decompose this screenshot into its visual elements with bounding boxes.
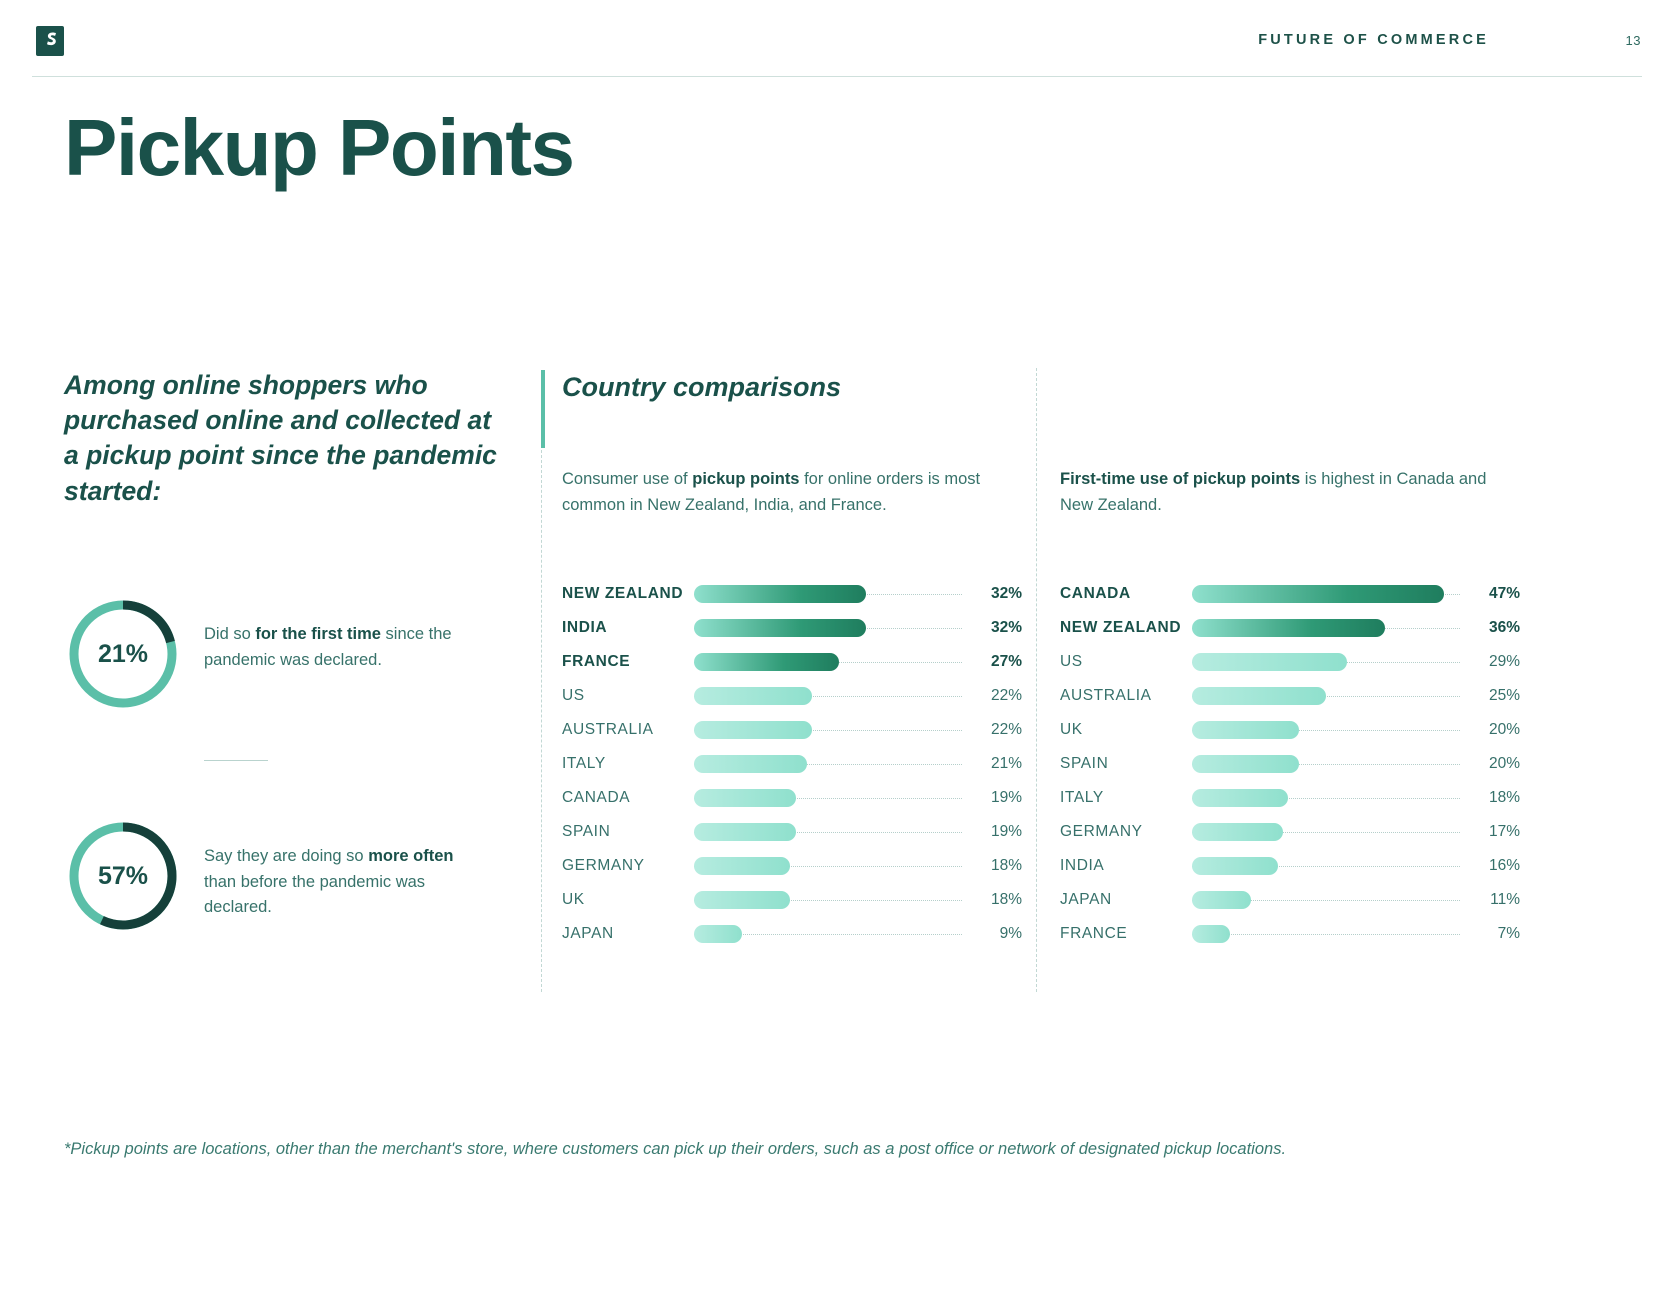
- bar-value: 18%: [990, 890, 1022, 908]
- lead-part-4: is highest in Canada and New Zealand.: [1060, 470, 1487, 515]
- header-title: FUTURE OF COMMERCE: [1258, 32, 1489, 48]
- bar-track: [1192, 815, 1460, 849]
- bar-value: 7%: [1497, 924, 1520, 942]
- bar-track: [694, 781, 962, 815]
- bar-label: GERMANY: [562, 856, 645, 874]
- bar-fill: [1192, 619, 1385, 637]
- bar-track: [1192, 713, 1460, 747]
- bar-fill: [1192, 925, 1230, 943]
- bar-row: [562, 611, 1022, 645]
- bar-fill: [694, 653, 839, 671]
- bar-track: [694, 577, 962, 611]
- bar-track: [1192, 611, 1460, 645]
- bar-fill: [1192, 891, 1251, 909]
- bar-row: [562, 849, 1022, 883]
- bar-value: 22%: [990, 686, 1022, 704]
- chart-column-first-time-use: [1060, 466, 1520, 951]
- bar-row: [1060, 645, 1520, 679]
- bar-value: 20%: [1488, 754, 1520, 772]
- panel-title: Country comparisons: [562, 372, 842, 402]
- bar-label: JAPAN: [562, 924, 614, 942]
- bar-label: NEW ZEALAND: [562, 584, 684, 602]
- bar-value: 17%: [1488, 822, 1520, 840]
- bar-fill: [1192, 823, 1283, 841]
- bar-label: CANADA: [562, 788, 631, 806]
- chart-column-consumer-use: [562, 466, 1022, 951]
- footnote: *Pickup points are locations, other than the merchant's store, where customers can pick up their orders, such as a post office or network of designated pickup locations.: [64, 1140, 1287, 1158]
- bar-row: [1060, 747, 1520, 781]
- stat-block-first-time: [64, 595, 494, 713]
- bar-row: [562, 815, 1022, 849]
- bar-value: 9%: [999, 924, 1022, 942]
- bar-fill: [1192, 721, 1299, 739]
- bar-value: 32%: [990, 584, 1022, 602]
- bar-row: [562, 577, 1022, 611]
- stat-text-part-1: Did so: [204, 625, 256, 643]
- bar-label: ITALY: [562, 754, 606, 772]
- bar-fill: [694, 891, 790, 909]
- bar-value: 21%: [990, 754, 1022, 772]
- bar-track: [694, 815, 962, 849]
- bar-fill: [694, 823, 796, 841]
- stat-divider: [204, 760, 268, 761]
- bar-value: 18%: [1488, 788, 1520, 806]
- bar-fill: [1192, 687, 1326, 705]
- bar-track: [1192, 747, 1460, 781]
- donut-chart-21: [64, 595, 182, 713]
- bar-value: 19%: [990, 788, 1022, 806]
- bar-row: [562, 679, 1022, 713]
- bar-track: [694, 611, 962, 645]
- bar-label: NEW ZEALAND: [1060, 618, 1182, 636]
- bar-fill: [1192, 789, 1288, 807]
- bar-value: 11%: [1490, 890, 1520, 908]
- stat-block-more-often: [64, 817, 494, 935]
- bar-row: [1060, 611, 1520, 645]
- bar-fill: [694, 857, 790, 875]
- bar-row: [562, 645, 1022, 679]
- bar-fill: [1192, 857, 1278, 875]
- bar-fill: [694, 925, 742, 943]
- bar-fill: [694, 687, 812, 705]
- bar-label: INDIA: [562, 618, 608, 636]
- bar-label: INDIA: [1060, 856, 1105, 874]
- bar-track: [1192, 849, 1460, 883]
- bar-row: [1060, 781, 1520, 815]
- page-title: Pickup Points: [64, 103, 574, 192]
- page-header: [0, 0, 1674, 76]
- bar-value: 47%: [1488, 584, 1520, 602]
- bar-value: 27%: [990, 652, 1022, 670]
- bar-fill: [1192, 653, 1347, 671]
- chart-lead-first-time-use: [1060, 466, 1502, 519]
- bar-track: [694, 679, 962, 713]
- page-number: 13: [1625, 33, 1641, 48]
- bar-value: 20%: [1488, 720, 1520, 738]
- left-heading: Among online shoppers who purchased online and collected at a pickup point since the pandemic started:: [64, 370, 497, 506]
- stat-text-first-time: [204, 622, 489, 673]
- donut-chart-57: [64, 817, 182, 935]
- bar-label: UK: [562, 890, 585, 908]
- bar-track: [694, 883, 962, 917]
- bar-value: 32%: [990, 618, 1022, 636]
- bar-row: [562, 781, 1022, 815]
- bar-label: GERMANY: [1060, 822, 1143, 840]
- stat-text-bold-1: for the first time: [255, 625, 381, 643]
- bar-track: [1192, 577, 1460, 611]
- bar-label: FRANCE: [562, 652, 631, 670]
- bar-fill: [694, 755, 807, 773]
- bar-row: [562, 917, 1022, 951]
- bar-row: [1060, 577, 1520, 611]
- bar-value: 25%: [1488, 686, 1520, 704]
- lead-bold-1: pickup points: [692, 470, 800, 488]
- bar-label: US: [562, 686, 585, 704]
- bar-row: [1060, 713, 1520, 747]
- panel-divider-left: [541, 450, 543, 992]
- bar-dot-leader: [1192, 934, 1460, 935]
- donut-value-more-often: 57%: [97, 861, 149, 890]
- chart-lead-consumer-use: [562, 466, 1004, 519]
- bar-value: 36%: [1488, 618, 1520, 636]
- bar-label: AUSTRALIA: [1060, 686, 1152, 704]
- bar-value: 19%: [990, 822, 1022, 840]
- bar-label: FRANCE: [1060, 924, 1128, 942]
- bar-value: 22%: [990, 720, 1022, 738]
- bar-track: [694, 713, 962, 747]
- panel-divider-right: [1036, 368, 1038, 992]
- bar-track: [1192, 679, 1460, 713]
- bar-track: [694, 645, 962, 679]
- stat-text-part-4: than before the pandemic was declared.: [204, 872, 426, 917]
- bar-row: [1060, 679, 1520, 713]
- lead-part-1: Consumer use of: [562, 470, 693, 488]
- bar-track: [694, 849, 962, 883]
- bar-row: [562, 713, 1022, 747]
- bar-row: [1060, 883, 1520, 917]
- bar-track: [1192, 645, 1460, 679]
- bar-row: [562, 747, 1022, 781]
- bar-label: SPAIN: [1060, 754, 1109, 772]
- bar-label: AUSTRALIA: [562, 720, 654, 738]
- stat-text-part-3: Say they are doing so: [204, 847, 369, 865]
- shopify-bag-icon: [32, 20, 68, 60]
- bar-row: [1060, 917, 1520, 951]
- bar-fill: [694, 721, 812, 739]
- bar-track: [1192, 917, 1460, 951]
- bar-track: [694, 747, 962, 781]
- bar-row: [1060, 849, 1520, 883]
- bar-chart-first-time-use: [1060, 577, 1520, 951]
- stat-text-part-2: since the pandemic was declared.: [204, 625, 452, 669]
- stat-text-bold-2: more often: [368, 847, 454, 865]
- lead-part-2: for online orders is most common in New Zealand, India, and France.: [562, 470, 981, 515]
- header-divider: [32, 76, 1642, 77]
- bar-label: UK: [1060, 720, 1083, 738]
- bar-label: SPAIN: [562, 822, 611, 840]
- bar-label: CANADA: [1060, 584, 1131, 602]
- bar-fill: [694, 789, 796, 807]
- bar-fill: [694, 585, 866, 603]
- bar-label: JAPAN: [1060, 890, 1112, 908]
- bar-track: [1192, 781, 1460, 815]
- bar-track: [1192, 883, 1460, 917]
- donut-value-first-time: 21%: [97, 639, 149, 668]
- bar-label: ITALY: [1060, 788, 1104, 806]
- bar-fill: [694, 619, 866, 637]
- bar-fill: [1192, 755, 1299, 773]
- lead-bold-2: First-time use of pickup points: [1060, 470, 1301, 488]
- bar-label: US: [1060, 652, 1083, 670]
- bar-track: [694, 917, 962, 951]
- panel-accent-bar: [541, 370, 545, 448]
- bar-value: 16%: [1488, 856, 1520, 874]
- bar-chart-consumer-use: [562, 577, 1022, 951]
- bar-row: [1060, 815, 1520, 849]
- bar-value: 18%: [990, 856, 1022, 874]
- stat-text-more-often: [204, 844, 489, 921]
- bar-value: 29%: [1488, 652, 1520, 670]
- bar-fill: [1192, 585, 1444, 603]
- bar-row: [562, 883, 1022, 917]
